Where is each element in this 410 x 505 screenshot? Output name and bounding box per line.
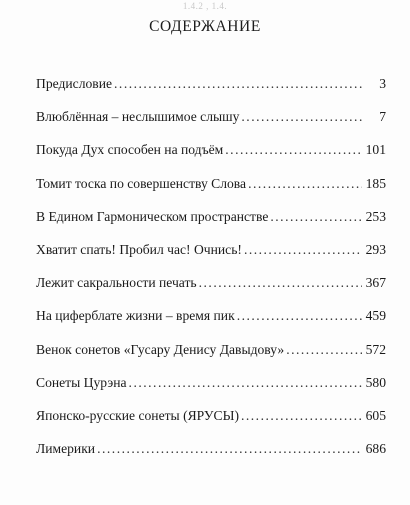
toc-entry-title: Сонеты Цурэна — [36, 374, 127, 390]
dot-leader — [241, 109, 362, 125]
toc-entry[interactable] — [36, 209, 386, 242]
dot-leader — [241, 408, 362, 424]
toc-entry-page: 101 — [365, 142, 386, 158]
toc-entry-page: 3 — [379, 76, 386, 91]
toc-entry-page: 253 — [365, 208, 386, 224]
dot-leader — [286, 342, 362, 358]
dot-leader — [270, 209, 362, 225]
toc-entry[interactable] — [36, 76, 386, 109]
toc-entry[interactable] — [36, 109, 386, 142]
toc-entry-title: Покуда Дух способен на подъём — [36, 142, 224, 158]
toc-entry-page: 293 — [365, 241, 386, 257]
toc-entry-page: 367 — [365, 275, 386, 291]
toc-entry-page: 7 — [379, 109, 386, 125]
toc-entry-title: Лежит сакральности печать — [36, 275, 197, 291]
toc-entry[interactable] — [36, 375, 386, 408]
dot-leader — [237, 308, 362, 324]
toc-entry-title: Венок сонетов «Гусару Денису Давыдову» — [36, 341, 285, 357]
dot-leader — [225, 142, 362, 158]
dot-leader — [248, 176, 362, 192]
toc-entry[interactable] — [36, 176, 386, 209]
toc-entry-title: В Едином Гармоническом пространстве — [36, 208, 269, 224]
toc-entry[interactable] — [36, 242, 386, 275]
toc-entry-title: Японско-русские сонеты (ЯРУСЫ) — [36, 407, 239, 423]
dot-leader — [129, 375, 362, 391]
dot-leader — [244, 242, 362, 258]
toc-entry[interactable] — [36, 441, 386, 474]
toc-entry-page: 572 — [365, 341, 386, 357]
toc-entry-page: 459 — [365, 308, 386, 324]
toc-entry-page: 686 — [365, 441, 386, 457]
toc-entry[interactable] — [36, 342, 386, 375]
page-title: СОДЕРЖАНИЕ — [149, 18, 261, 35]
toc-entry-title: Предисловие — [36, 76, 113, 91]
dot-leader — [114, 76, 362, 92]
table-of-contents — [36, 76, 386, 474]
toc-entry-title: На циферблате жизни – время пик — [36, 308, 235, 324]
toc-entry[interactable] — [36, 408, 386, 441]
dot-leader — [97, 441, 362, 457]
toc-entry-title: Лимерики — [36, 441, 96, 457]
toc-entry-page: 580 — [365, 374, 386, 390]
toc-entry-page: 605 — [365, 407, 386, 423]
toc-entry[interactable] — [36, 275, 386, 308]
toc-entry-title: Хватит спать! Пробил час! Очнись! — [36, 241, 242, 257]
toc-entry[interactable] — [36, 142, 386, 175]
toc-entry-title: Влюблённая – неслышимое слышу — [36, 109, 240, 125]
faint-header-text: 1.4.2 , 1.4. — [182, 1, 228, 11]
toc-entry-page: 185 — [365, 175, 386, 191]
toc-entry[interactable] — [36, 308, 386, 341]
toc-entry-title: Томит тоска по совершенству Слова — [36, 175, 247, 191]
dot-leader — [199, 275, 362, 291]
